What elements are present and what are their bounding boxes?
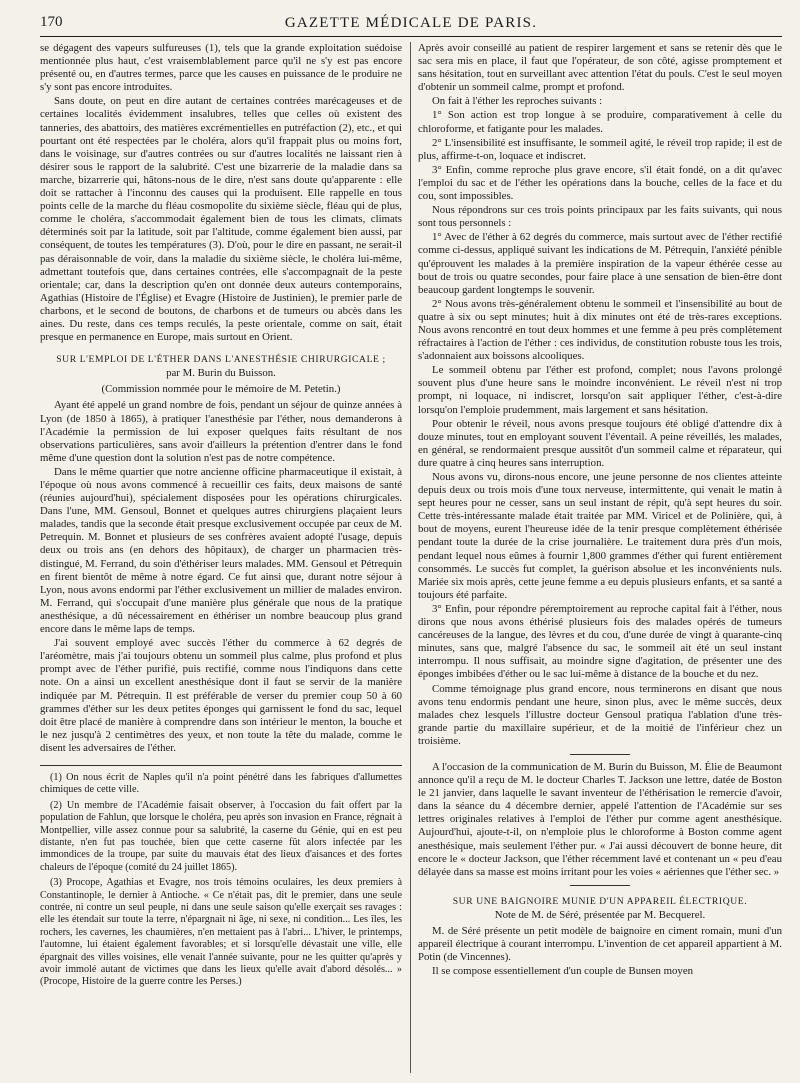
page-header <box>40 14 782 37</box>
right-column <box>418 42 782 1073</box>
section-title: SUR UNE BAIGNOIRE MUNIE D'UN APPAREIL ÉLECTRIQUE. <box>452 895 748 907</box>
page-number: 170 <box>40 14 63 30</box>
paragraph: 2° L'insensibilité est insuffisante, le sommeil agité, le réveil trop rapide; il est de plus, affirme-t-on, loquace et indiscret. <box>418 136 782 162</box>
section-subtitle: Note de M. de Séré, présentée par M. Becquerel. <box>494 908 706 921</box>
paragraph: Ayant été appelé un grand nombre de fois, pendant un séjour de quinze années à Lyon (de 1850 à 1865), à pratiquer l'anesthésie par l'éther, nous demanderons à l'Académie la permission de lui exposer quelques faits résultant de nos observations particulières, sans avoir d'ailleurs la prétention d'entrer dans le fond même d'une question dont la solution n'est pas de notre compétence. <box>40 399 402 464</box>
paragraph: Le sommeil obtenu par l'éther est profond, complet; nous l'avons prolongé souvent plus d'une heure sans le moindre inconvénient. Le réveil n'est ni trop prompt, ni loquace, ni indiscret, lorsqu'on sait appliquer l'éther, c'est-à-dire lorsqu'on l'emploie prudemment, mais largement et sans hésitation. <box>418 364 782 416</box>
section-commission: (Commission nommée pour le mémoire de M. Petetin.) <box>101 383 341 396</box>
column-divider <box>410 42 411 1073</box>
footnote: (3) Procope, Agathias et Evagre, nos trois témoins oculaires, les deux premiers à Constantinople, le dernier à Antioche. « Ce n'était pas, dit le premier, dans une seule contrée, ni contre un seul peuple, ni dans une seule saison qu'elle exerçait ses ravages : elle les étendait sur toute la terre, n'épargnait ni âge, ni sexe, ni condition... Les îles, les rochers, les cavernes, les chaumières, n'en mettaient pas à l'abri... L'hiver, le printemps, l'automne, lui étaient également favorables; et si lorsqu'elle dévastait une ville, elle épargnait des villes voisines, elle venait l'année suivante, pour ne les quitter qu'après y avoir immolé autant de victimes que dans les lieux qu'elle avait d'abord désolés... » (Procope, Histoire de la guerre contre les Perses.) <box>40 877 402 988</box>
paragraph: J'ai souvent employé avec succès l'éther du commerce à 62 degrés de l'aréomètre, mais j'ai toujours obtenu un sommeil plus calme, plus profond et plus prompt avec de l'éther purifié, puis rectifié, comme nous l'indiquons dans cette note. On a ainsi un excellent anesthésique dont il faut se servir de la manière indiquée par M. Pétrequin. Il est préférable de verser du premier coup 50 à 60 grammes d'éther sur les deux petites éponges qui garnissent le fond du sac, lequel doit être placé de manière à comprendre dans son intérieur le menton, la bouche et le nez jusqu'à 2 centimètres des yeux, et non toute la tête du malade, comme le disent les adversaires de l'éther. <box>40 637 402 754</box>
paragraph: Après avoir conseillé au patient de respirer largement et sans se retenir dès que le sac sera mis en place, il faut que l'opérateur, de son côté, agisse promptement et sans hésitation, tout en surveillant avec attention l'état du pouls. C'est le seul moyen d'obtenir un sommeil calme, prompt et profond. <box>418 42 782 94</box>
journal-title: GAZETTE MÉDICALE DE PARIS. <box>284 15 538 31</box>
footnotes-rule <box>40 765 402 766</box>
paragraph: Nous répondrons sur ces trois points principaux par les faits suivants, qui nous sont tous personnels : <box>418 204 782 230</box>
paragraph: 1° Son action est trop longue à se produire, comparativement à celle du chloroforme, et fatigante pour les malades. <box>418 109 782 135</box>
paragraph: A l'occasion de la communication de M. Burin du Buisson, M. Élie de Beaumont annonce qu'il a reçu de M. le docteur Charles T. Jackson une lettre, datée de Boston le 21 janvier, dans laquelle le savant inventeur de l'éthérisation le remercie d'avoir, dans la séance du 4 décembre dernier, appelé l'attention de l'Académie sur ses lettres originales relatives à l'emploi de l'éther pur comme agent anesthésique. Aujourd'hui, ajoute-t-il, on n'emploie plus le chloroforme à Boston comme agent anesthésique, mais seulement l'éther pur. « J'ai aussi découvert de bonne heure, dit encore le « docteur Jackson, que l'éther récemment lavé et contenant un « peu d'eau délayée dans sa masse est moins irritant pour les voies « aériennes que l'éther sec. » <box>418 760 782 878</box>
section-author: par M. Burin du Buisson. <box>166 367 276 380</box>
left-column <box>40 42 402 1073</box>
paragraph: 2° Nous avons très-généralement obtenu le sommeil et l'insensibilité au bout de quatre à six ou sept minutes; huit à dix minutes ont été de très-rares exceptions. Nous avons rencontré en tout deux hommes et une femme à peu près complètement réfractaires à l'action de l'éther : ces individus, de constitution robuste tous les trois, s'adonnaient aux boissons alcooliques. <box>418 297 782 363</box>
paragraph: Nous avons vu, dirons-nous encore, une jeune personne de nos clientes atteinte depuis deux ou trois mois d'une toux nerveuse, intermittente, qui venait le matin à sept heures pour ne cesser, sans un seul instant de répit, qu'à sept heures du soir. Cette très-intéressante malade était traitée par MM. Viricel et de Polinière, qui, à bout de moyens, eurent l'heureuse idée de la tenir presque complètement éthérisée pendant toute la durée de la crise journalière. Le traitement dura près d'un mois, pendant lequel nous eûmes à fournir 1,800 grammes d'éther qui furent entièrement consommés. Le succès fut complet, la guérison absolue et les inconvénients nuls. Mariée six mois après, cette jeune femme a eu depuis plusieurs enfants, et sa santé a toujours été parfaite. <box>418 471 782 601</box>
paragraph: 3° Enfin, comme reproche plus grave encore, s'il était fondé, on a dit qu'avec l'emploi du sac et de l'éther les opérations dans la bouche, celles de la face et du cou, sont impossibles. <box>418 163 782 203</box>
separator-rule <box>570 754 630 755</box>
footnote: (2) Un membre de l'Académie faisait observer, à l'occasion du fait offert par la population de Fahlun, que lorsque le choléra, peu après son invasion en France, régnait à Montpellier, ville assez connue pour sa salubrité, la caserne du Génie, qui en est peu distante, n'en fut pas touchée, bien que cette caserne fût alors infectée par les immondices de la troupe, par suite du mauvais état des lieux d'aisances et des fortes chaleurs de l'époque (comité du 24 juillet 1865). <box>40 799 402 873</box>
paragraph: Dans le même quartier que notre ancienne officine pharmaceutique il existait, à l'époque où nous avons commencé à recueillir ces faits, deux maisons de santé (réunies aujourd'hui), spécialement disposées pour les opérations chirurgicales. Dans l'une, MM. Gensoul, Bonnet et quelques autres chirurgiens plaçaient leurs malades, tandis que la seconde était presque exclusivement occupée par ceux de M. Petrequin. M. Bonnet et plusieurs de ses confrères avaient adopté l'usage, depuis deux ou trois ans (en dehors des hôpitaux), de charger un pharmacien très-distingué, M. Ferrand, du soin d'éthériser leurs malades. MM. Gensoul et Pétrequin en firent bientôt de même à notre égard. Ce fut ainsi que, durant notre séjour à Lyon, nous avons endormi par l'éther exclusivement un millier de malades environ. M. Ferrand, qui s'occupait d'une manière plus générale que nous de la pratique anesthésique, a dû nécessairement en éthériser un nombre beaucoup plus grand encore dans le même laps de temps. <box>40 465 402 636</box>
paragraph: 1° Avec de l'éther à 62 degrés du commerce, mais surtout avec de l'éther rectifié comme ci-dessus, appliqué suivant les indications de M. Pétrequin, l'anxiété pénible qu'éprouvent les malades à la première inspiration de la vapeur éthérée cesse au bout de trois ou quatre secondes, pour faire place à une sensation de bien-être dont beaucoup gardent longtemps le souvenir. <box>418 231 782 296</box>
section-title: SUR L'EMPLOI DE L'ÉTHER DANS L'ANESTHÉSIE CHIRURGICALE ; <box>56 354 386 366</box>
paragraph: Pour obtenir le réveil, nous avons presque toujours été obligé d'attendre dix à douze minutes, tout en employant souvent l'éventail. A peine réveillés, les malades, en général, se rendormaient presque aussitôt d'un sommeil calme et réparateur, qui dure quatre à cinq heures sans interruption. <box>418 417 782 469</box>
paragraph: 3° Enfin, pour répondre péremptoirement au reproche capital fait à l'éther, nous dirons que nous avons éthérisé plusieurs fois des malades opérés de tumeurs cancéreuses de la langue, des lèvres et du cou, d'une durée de vingt à quarante-cinq minutes, sans que, malgré l'absence du sac, le sommeil ait été un seul instant interrompu. Il nous suffisait, au moindre signe d'agitation, de présenter une des éponges imbibées d'éther ou le sac lui-même à distance de la bouche et du nez. <box>418 602 782 681</box>
paragraph: On fait à l'éther les reproches suivants : <box>432 95 603 108</box>
paragraph: Il se compose essentiellement d'un couple de Bunsen moyen <box>432 965 694 978</box>
separator-rule <box>570 885 630 886</box>
paragraph: Sans doute, on peut en dire autant de certaines contrées marécageuses et de certaines localités évidemment insalubres, telles que celles où existent des tanneries, des abattoirs, des matières excrémentielles en putréfaction (2), etc., et qui pourtant ont été respectées par le choléra, alors qu'il frappait plus ou moins fort, dans le voisinage, sur d'autres contrées ou sur d'autres localités ne laissant rien à désirer sous le rapport de la salubrité. C'est une bizarrerie de la maladie dans sa marche, bizarrerie qui, hâtons-nous de le dire, n'est sans doute qu'apparente : elle doit se rattacher à l'inconnu des causes qui la produisent. Elle rappelle en tous points celle de la marche du fléau cosmopolite du sixième siècle, fléau qui de plus, comme le choléra, s'accommodait également bien de tous les climats, climats déterminés soit par la latitude, soit par l'altitude, comme également bien aussi, par conséquent, de toutes les températures (3). D'où, pour le dire en passant, ne serait-il pas déraisonnable de voir, dans la maladie du sixième siècle, le choléra lui-même, admettant toutefois que, dans certaines contrées, elle s'accompagnait de la peste orientale; car, dans la description qu'en ont donnée deux auteurs contemporains, Agathias (Histoire de l'Église) et Evagre (Histoire de Justinien), le premier parle de charbons, et le second de boutons, de charbons et de tumeurs ou abcès dans les aines. Du reste, dans ces temps reculés, la peste orientale, comme on sait, était presque en permanence en Europe, mais surtout en Orient. <box>40 95 402 344</box>
paragraph: Comme témoignage plus grand encore, nous terminerons en disant que nous avons tenu endormis pendant une heure, sinon plus, avec le même succès, deux malades chez lesquels l'illustre docteur Gensoul pratiqua l'ablation d'une très-grande partie du maxillaire supérieur, et de la moitié de l'inférieur chez un troisième. <box>418 682 782 747</box>
footnote: (1) On nous écrit de Naples qu'il n'a point pénétré dans les fabriques d'allumettes chimiques de cette ville. <box>40 771 402 796</box>
paragraph: se dégagent des vapeurs sulfureuses (1), tels que la grande exploitation suédoise mentionnée plus haut, c'est vraisemblablement parce qu'il ne s'y est pas encore présenté ou, en d'autres termes, parce que les causes en puissance de le produire ne s'y sont pas encore introduites. <box>40 42 402 94</box>
paragraph: M. de Séré présente un petit modèle de baignoire en ciment romain, muni d'un appareil électrique à courant interrompu. L'invention de cet appareil appartient à M. Potin (de Vincennes). <box>418 925 782 964</box>
